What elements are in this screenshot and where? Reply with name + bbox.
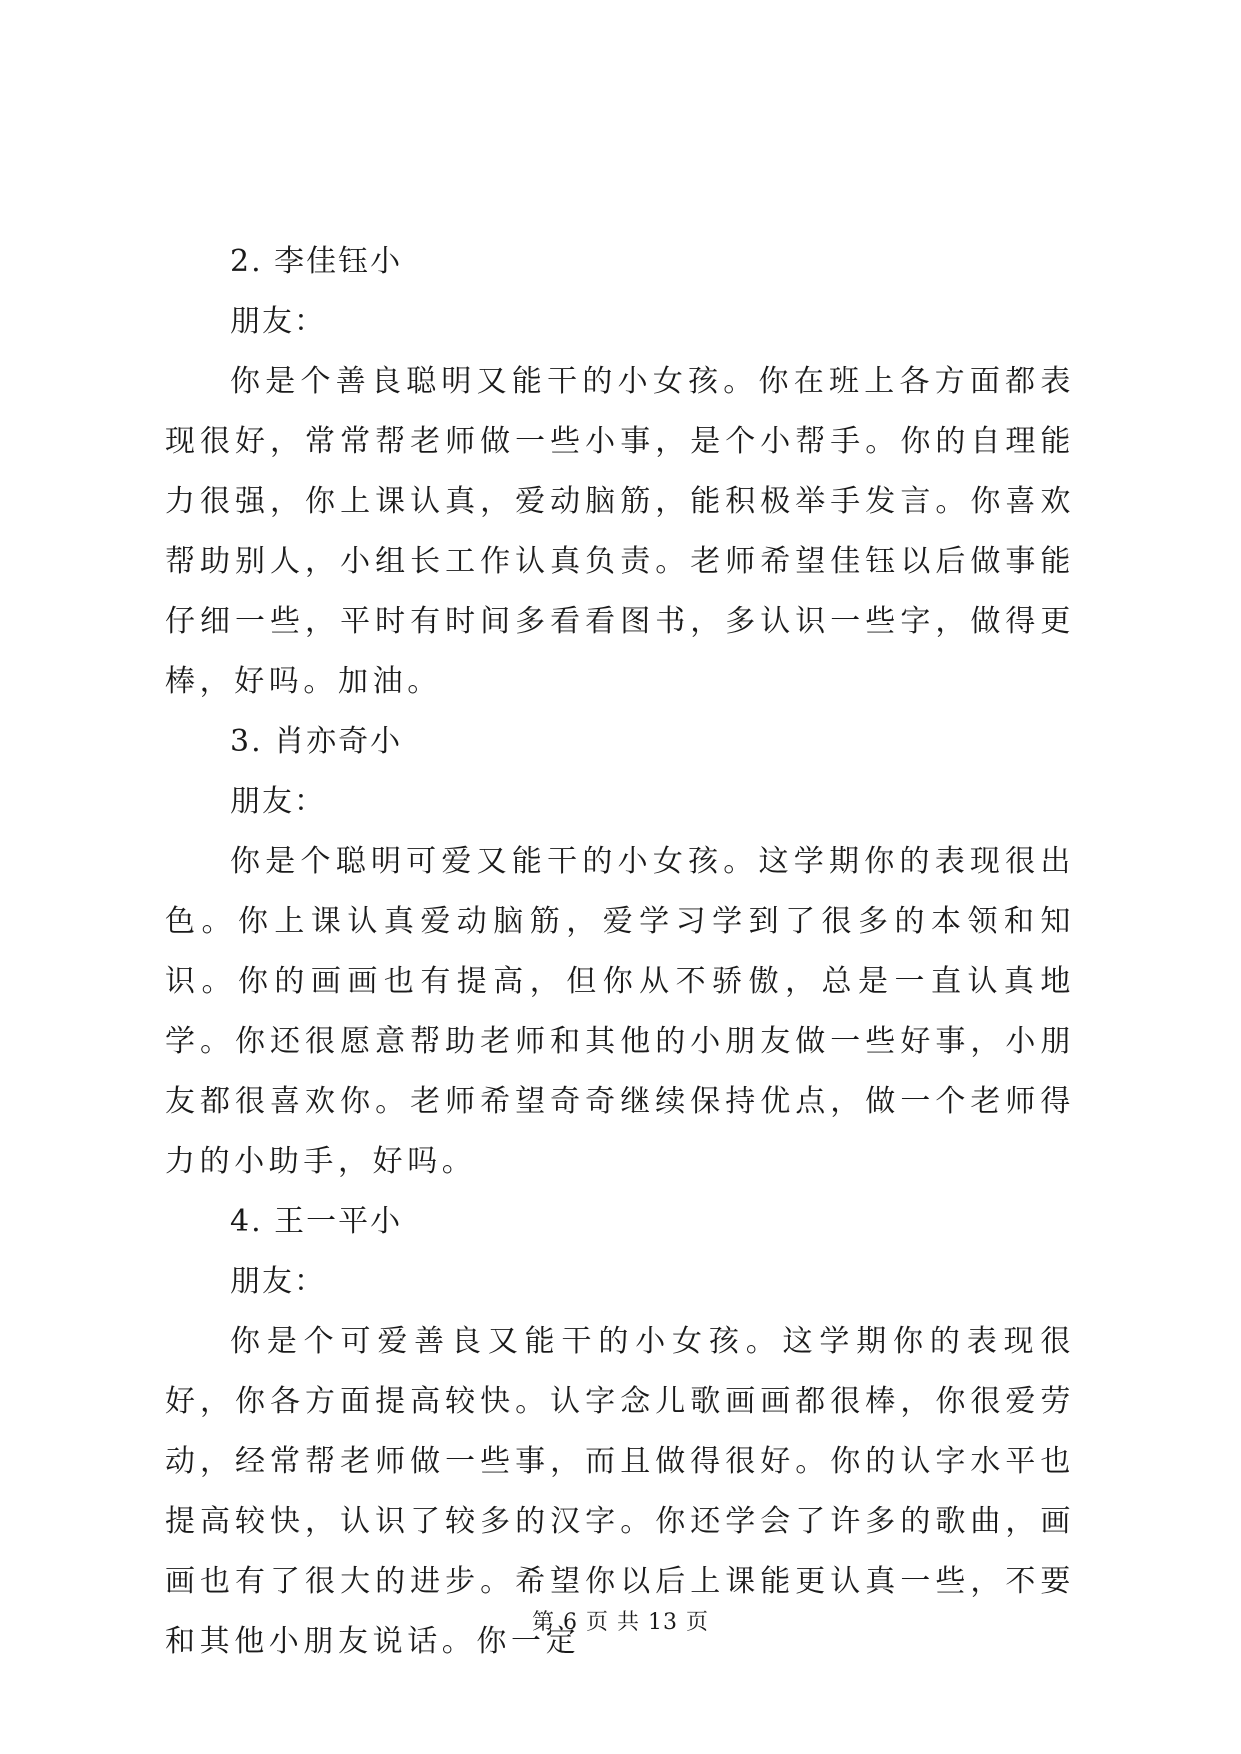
page-footer — [0, 1608, 1241, 1638]
entry-comment: 你是个可爱善良又能干的小女孩。这学期你的表现很好，你各方面提高较快。认字念儿歌画画都很棒，你很爱劳动，经常帮老师做一些事，而且做得很好。你的认字水平也提高较快，认识了较多的汉字。你还学会了许多的歌曲，画画也有了很大的进步。希望你以后上课能更认真一些，不要和其他小朋友说话。你一定 — [165, 1324, 1075, 1659]
entry-comment: 你是个善良聪明又能干的小女孩。你在班上各方面都表现很好，常常帮老师做一些小事，是个小帮手。你的自理能力很强，你上课认真，爱动脑筋，能积极举手发言。你喜欢帮助别人，小组长工作认真负责。老师希望佳钰以后做事能仔细一些，平时有时间多看看图书，多认识一些字，做得更棒，好吗。加油。 — [165, 364, 1075, 699]
entry-title: 3. 肖亦奇小 — [230, 724, 403, 759]
entry-comment: 你是个聪明可爱又能干的小女孩。这学期你的表现很出色。你上课认真爱动脑筋，爱学习学到了很多的本领和知识。你的画画也有提高，但你从不骄傲，总是一直认真地学。你还很愿意帮助老师和其他的小朋友做一些好事，小朋友都很喜欢你。老师希望奇奇继续保持优点，做一个老师得力的小助手，好吗。 — [165, 844, 1075, 1179]
entry-salutation: 朋友： — [230, 784, 326, 819]
document-body — [165, 232, 1075, 1672]
entry-title: 4. 王一平小 — [230, 1204, 403, 1239]
entry-salutation: 朋友： — [230, 1264, 326, 1299]
page-number: 第 6 页 共 13 页 — [532, 1610, 709, 1635]
entry-salutation: 朋友： — [230, 304, 326, 339]
entry-title: 2. 李佳钰小 — [230, 244, 403, 279]
